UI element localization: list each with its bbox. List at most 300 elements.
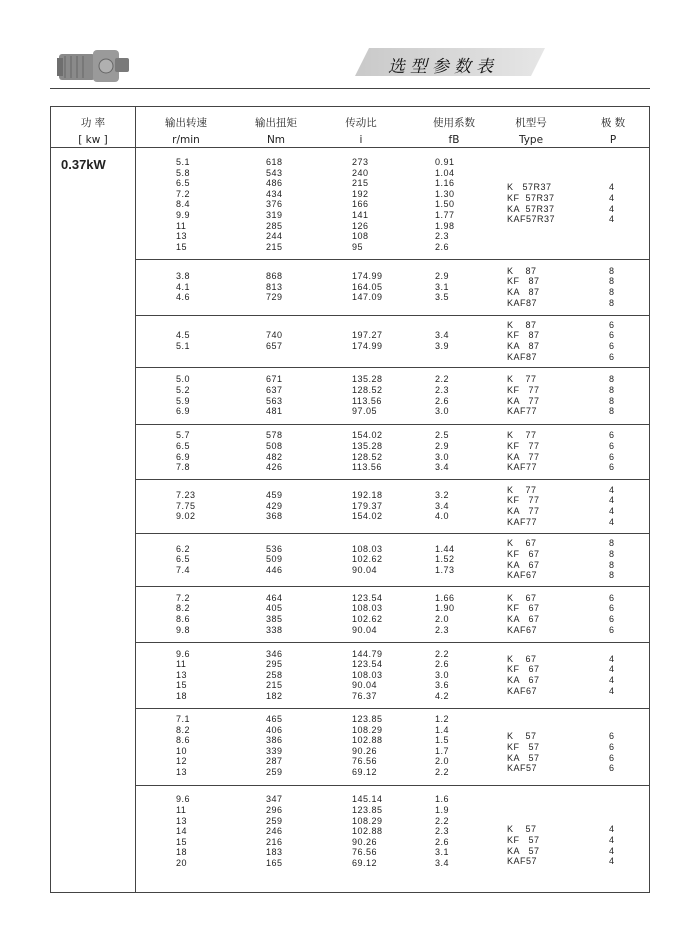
factor-cell: 3.1 [435,847,450,858]
speed-cell: 8.2 [176,724,191,735]
model-cell: KA 77 [507,506,540,516]
speed-cell: 10 [176,745,188,756]
selection-table [50,106,650,893]
speed-cell: 18 [176,847,188,858]
poles-cell: 6 [609,341,615,351]
ratio-cell: 102.62 [352,554,383,565]
poles-cell: 6 [609,451,615,462]
ratio-cell: 123.85 [352,805,383,815]
group-divider [135,586,649,587]
poles-cell: 6 [609,614,615,624]
factor-cell: 3.4 [435,330,450,341]
poles-cell: 4 [609,214,615,225]
ratio-cell: 192.18 [352,490,383,501]
torque-cell: 405 [266,603,283,614]
speed-cell: 5.2 [176,384,191,395]
factor-cell: 1.30 [435,188,455,199]
group-divider [135,479,649,480]
speed-cell: 9.8 [176,624,191,635]
speed-cell: 4.1 [176,281,191,292]
group-divider [135,424,649,425]
factor-cell: 1.77 [435,210,455,220]
torque-cell: 446 [266,564,283,575]
poles-cell: 8 [609,406,615,417]
torque-cell: 486 [266,178,283,189]
gear-motor-logo [55,44,133,88]
ratio-cell: 90.04 [352,680,378,691]
speed-cell: 7.2 [176,188,191,199]
poles-cell: 8 [609,287,615,297]
ratio-cell: 108.03 [352,543,383,554]
model-cell: KF 77 [507,440,540,451]
model-cell: KA 87 [507,341,540,351]
ratio-cell: 113.56 [352,395,382,406]
model-cell: KAF57 [507,763,538,774]
torque-cell: 215 [266,680,283,691]
model-cell: KF 67 [507,664,540,675]
ratio-cell: 147.09 [352,292,383,303]
torque-cell: 347 [266,794,283,805]
torque-cell: 459 [266,490,283,501]
poles-cell: 6 [609,319,615,330]
torque-cell: 536 [266,543,283,554]
model-cell: KA 77 [507,395,540,406]
factor-cell: 2.6 [435,241,450,252]
speed-cell: 9.6 [176,794,191,805]
factor-cell: 1.7 [435,745,450,756]
ratio-cell: 108.03 [352,603,383,614]
factor-cell: 1.90 [435,603,455,614]
factor-cell: 1.66 [435,592,455,603]
ratio-cell: 135.28 [352,374,383,385]
factor-cell: 1.50 [435,199,455,210]
torque-cell: 287 [266,756,283,767]
torque-cell: 563 [266,395,283,406]
torque-cell: 434 [266,188,283,199]
factor-cell: 2.6 [435,659,450,670]
header-power: 功 率 [ kw ] [78,117,108,146]
group-divider [135,708,649,709]
poles-cell: 4 [609,664,615,675]
table-group [135,424,649,479]
torque-cell: 285 [266,220,283,231]
factor-cell: 3.4 [435,858,450,868]
poles-cell: 4 [609,203,615,214]
poles-cell: 6 [609,741,615,752]
table-group [135,479,649,533]
poles-cell: 4 [609,824,615,835]
speed-cell: 7.23 [176,490,196,501]
ratio-cell: 90.26 [352,836,378,847]
speed-cell: 11 [176,659,187,670]
torque-cell: 386 [266,735,283,746]
ratio-cell: 240 [352,167,369,178]
model-cell: K 87 [507,265,537,276]
group-divider [135,533,649,534]
speed-cell: 5.8 [176,167,191,178]
ratio-cell: 192 [352,188,369,199]
factor-cell: 2.6 [435,836,450,847]
table-group [135,586,649,642]
speed-cell: 8.2 [176,603,191,614]
speed-cell: 6.9 [176,451,191,462]
speed-cell: 7.1 [176,714,191,724]
torque-cell: 509 [266,554,283,565]
model-cell: KA 57R37 [507,203,555,214]
factor-cell: 1.52 [435,554,455,565]
model-cell: KA 67 [507,614,540,624]
table-group [135,367,649,424]
poles-cell: 4 [609,495,615,506]
poles-cell: 6 [609,763,615,774]
model-cell: KAF77 [507,462,538,473]
factor-cell: 2.2 [435,767,450,777]
factor-cell: 1.16 [435,178,455,189]
speed-cell: 6.5 [176,554,191,565]
speed-cell: 8.6 [176,735,191,746]
factor-cell: 1.44 [435,543,455,554]
table-group [135,259,649,315]
poles-cell: 8 [609,538,615,549]
speed-cell: 5.7 [176,430,191,441]
header-poles: 极 数 P [600,117,626,146]
table-group [135,708,649,785]
factor-cell: 2.0 [435,614,450,624]
speed-cell: 13 [176,669,188,680]
poles-cell: 8 [609,548,615,559]
group-divider [135,259,649,260]
poles-cell: 8 [609,265,615,276]
speed-cell: 7.75 [176,500,196,511]
torque-cell: 618 [266,157,283,167]
model-cell: KAF67 [507,570,538,581]
factor-cell: 3.0 [435,451,450,462]
poles-cell: 4 [609,506,615,516]
torque-cell: 183 [266,847,283,858]
torque-cell: 481 [266,406,283,417]
torque-cell: 215 [266,241,283,252]
header-model: 机型号 Type [515,117,547,146]
ratio-cell: 108 [352,231,369,242]
speed-cell: 3.8 [176,271,191,282]
torque-cell: 813 [266,281,283,292]
model-cell: K 57 [507,824,537,835]
poles-cell: 8 [609,570,615,581]
poles-cell: 4 [609,845,615,856]
header-ratio: 传动比 i [345,117,377,146]
poles-cell: 4 [609,856,615,867]
torque-cell: 182 [266,690,283,701]
ratio-cell: 215 [352,178,369,189]
torque-cell: 543 [266,167,283,178]
torque-cell: 376 [266,199,283,210]
factor-cell: 2.9 [435,440,450,451]
poles-cell: 4 [609,834,615,845]
model-cell: KA 57 [507,752,540,763]
poles-cell: 6 [609,462,615,473]
torque-cell: 637 [266,384,283,395]
speed-cell: 7.8 [176,462,191,473]
group-divider [135,642,649,643]
speed-cell: 13 [176,231,188,242]
factor-cell: 4.2 [435,690,450,701]
factor-cell: 1.2 [435,714,450,724]
model-cell: KA 87 [507,287,540,297]
factor-cell: 2.9 [435,271,450,282]
ratio-cell: 179.37 [352,500,383,511]
factor-cell: 2.5 [435,430,450,441]
ratio-cell: 123.54 [352,659,383,670]
torque-cell: 578 [266,430,283,441]
speed-cell: 20 [176,858,188,868]
model-cell: KAF87 [507,297,538,308]
torque-cell: 295 [266,659,283,670]
torque-cell: 259 [266,767,283,777]
speed-cell: 18 [176,690,188,701]
factor-cell: 0.91 [435,157,455,167]
torque-cell: 740 [266,330,283,341]
header-factor: 使用系数 fB [433,117,475,146]
model-cell: KF 67 [507,548,540,559]
speed-cell: 9.6 [176,648,191,659]
torque-cell: 482 [266,451,283,462]
ratio-cell: 76.56 [352,847,378,858]
factor-cell: 3.2 [435,490,450,501]
ratio-cell: 76.56 [352,756,378,767]
factor-cell: 2.2 [435,648,450,659]
speed-cell: 7.4 [176,564,191,575]
torque-cell: 464 [266,592,283,603]
poles-cell: 4 [609,685,615,696]
table-group [135,785,649,894]
poles-cell: 6 [609,603,615,614]
ratio-cell: 164.05 [352,281,383,292]
speed-cell: 12 [176,756,188,767]
model-cell: KAF87 [507,351,538,362]
ratio-cell: 90.04 [352,564,378,575]
poles-cell: 8 [609,395,615,406]
speed-cell: 9.9 [176,210,191,220]
ratio-cell: 69.12 [352,767,378,777]
torque-cell: 657 [266,341,283,351]
model-cell: KA 77 [507,451,540,462]
torque-cell: 244 [266,231,283,242]
speed-cell: 11 [176,220,187,231]
group-divider [135,315,649,316]
speed-cell: 9.02 [176,511,196,522]
model-cell: KAF77 [507,516,538,527]
poles-cell: 6 [609,330,615,341]
torque-cell: 465 [266,714,283,724]
model-cell: K 67 [507,592,537,603]
speed-cell: 15 [176,836,188,847]
ratio-cell: 108.29 [352,815,383,826]
table-group [135,315,649,367]
model-cell: K 67 [507,653,537,664]
factor-cell: 3.4 [435,462,450,473]
model-cell: K 67 [507,538,537,549]
poles-cell: 4 [609,653,615,664]
model-cell: KF 57 [507,834,540,845]
ratio-cell: 154.02 [352,430,383,441]
model-cell: KAF57R37 [507,214,556,225]
ratio-cell: 90.04 [352,624,378,635]
ratio-cell: 108.03 [352,669,383,680]
torque-cell: 426 [266,462,283,473]
model-cell: KF 77 [507,384,540,395]
speed-cell: 14 [176,826,188,837]
poles-cell: 4 [609,516,615,527]
speed-cell: 5.0 [176,374,191,385]
poles-cell: 4 [609,675,615,685]
factor-cell: 3.0 [435,669,450,680]
model-cell: KF 77 [507,495,540,506]
speed-cell: 8.6 [176,614,191,624]
speed-cell: 15 [176,241,188,252]
model-cell: KF 57 [507,741,540,752]
factor-cell: 3.9 [435,341,450,351]
model-cell: KF 57R37 [507,192,555,203]
ratio-cell: 90.26 [352,745,378,756]
poles-cell: 6 [609,624,615,635]
torque-cell: 868 [266,271,283,282]
speed-cell: 7.2 [176,592,191,603]
speed-cell: 6.5 [176,440,191,451]
factor-cell: 2.6 [435,395,450,406]
model-cell: K 57 [507,731,537,742]
factor-cell: 1.98 [435,220,455,231]
ratio-cell: 126 [352,220,369,231]
torque-cell: 258 [266,669,283,680]
model-cell: KAF77 [507,406,538,417]
model-cell: KF 87 [507,276,540,287]
factor-cell: 1.04 [435,167,455,178]
factor-cell: 1.73 [435,564,455,575]
ratio-cell: 145.14 [352,794,383,805]
factor-cell: 3.6 [435,680,450,691]
poles-cell: 6 [609,440,615,451]
torque-cell: 671 [266,374,283,385]
ratio-cell: 174.99 [352,271,383,282]
speed-cell: 5.1 [176,157,191,167]
factor-cell: 2.3 [435,624,450,635]
torque-cell: 246 [266,826,283,837]
ratio-cell: 95 [352,241,364,252]
factor-cell: 2.3 [435,231,450,242]
torque-cell: 729 [266,292,283,303]
factor-cell: 3.0 [435,406,450,417]
torque-cell: 508 [266,440,283,451]
factor-cell: 3.5 [435,292,450,303]
torque-cell: 429 [266,500,283,511]
torque-cell: 319 [266,210,283,220]
ratio-cell: 197.27 [352,330,383,341]
factor-cell: 3.4 [435,500,450,511]
ratio-cell: 135.28 [352,440,383,451]
speed-cell: 5.9 [176,395,191,406]
torque-cell: 406 [266,724,283,735]
torque-cell: 338 [266,624,283,635]
torque-cell: 259 [266,815,283,826]
model-cell: KA 67 [507,559,540,570]
ratio-cell: 123.54 [352,592,383,603]
factor-cell: 1.6 [435,794,450,805]
poles-cell: 8 [609,297,615,308]
factor-cell: 2.2 [435,374,450,385]
torque-cell: 339 [266,745,283,756]
ratio-cell: 69.12 [352,858,378,868]
ratio-cell: 113.56 [352,462,382,473]
ratio-cell: 144.79 [352,648,383,659]
poles-cell: 6 [609,731,615,742]
speed-cell: 13 [176,767,188,777]
header-torque: 输出扭矩 Nm [255,117,297,146]
ratio-cell: 154.02 [352,511,383,522]
model-cell: K 57R37 [507,182,552,193]
power-value: 0.37kW [61,157,106,172]
ratio-cell: 108.29 [352,724,383,735]
poles-cell: 4 [609,182,615,193]
poles-cell: 8 [609,276,615,287]
factor-cell: 1.5 [435,735,450,746]
torque-cell: 346 [266,648,283,659]
model-cell: KAF67 [507,624,538,635]
model-cell: KAF67 [507,685,538,696]
speed-cell: 13 [176,815,188,826]
group-divider [135,367,649,368]
factor-cell: 1.4 [435,724,450,735]
speed-cell: 5.1 [176,341,191,351]
torque-cell: 165 [266,858,283,868]
factor-cell: 2.3 [435,826,450,837]
speed-cell: 6.5 [176,178,191,189]
speed-cell: 15 [176,680,188,691]
top-rule [50,88,650,89]
poles-cell: 8 [609,374,615,385]
model-cell: KA 57 [507,845,540,856]
torque-cell: 216 [266,836,283,847]
torque-cell: 296 [266,805,283,815]
ratio-cell: 76.37 [352,690,378,701]
poles-cell: 8 [609,559,615,570]
poles-cell: 4 [609,192,615,203]
factor-cell: 3.1 [435,281,450,292]
poles-cell: 6 [609,592,615,603]
factor-cell: 1.9 [435,805,450,815]
ratio-cell: 128.52 [352,384,383,395]
table-group [135,642,649,708]
speed-cell: 8.4 [176,199,191,210]
header-speed: 输出转速 r/min [165,117,207,146]
ratio-cell: 166 [352,199,369,210]
page-title: 选型参数表 [388,57,498,77]
model-cell: K 77 [507,430,537,441]
ratio-cell: 123.85 [352,714,383,724]
poles-cell: 4 [609,484,615,495]
group-divider [135,785,649,786]
torque-cell: 368 [266,511,283,522]
model-cell: KAF57 [507,856,538,867]
poles-cell: 8 [609,384,615,395]
speed-cell: 4.5 [176,330,191,341]
speed-cell: 4.6 [176,292,191,303]
speed-cell: 6.9 [176,406,191,417]
speed-cell: 11 [176,805,187,815]
ratio-cell: 102.62 [352,614,383,624]
ratio-cell: 174.99 [352,341,383,351]
ratio-cell: 128.52 [352,451,383,462]
speed-cell: 6.2 [176,543,191,554]
